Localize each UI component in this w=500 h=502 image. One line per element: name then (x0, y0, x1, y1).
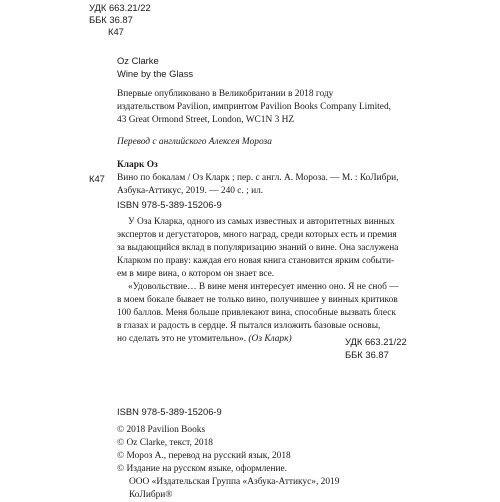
quote-line: в глазах и радость в сердце. Я пытался изложить базовые основы, (117, 321, 381, 331)
quote-line: 100 баллов. Меня больше привлекают вина, способные вызвать блеск (117, 308, 396, 318)
header-udc: УДК 663.21/22 (89, 2, 151, 13)
record-mark: К47 (89, 173, 105, 184)
classification-udc: УДК 663.21/22 (345, 336, 407, 347)
record-description-line-1: Вино по бокалам / Оз Кларк ; пер. с англ. А. Мороза. — М. : КоЛибри, (117, 173, 399, 183)
record-author-heading: Кларк Оз (117, 160, 158, 170)
original-title: Wine by the Glass (117, 68, 194, 79)
annotation-line: экспертов и дегустаторов, много наград, среди которых есть и премия (117, 230, 397, 240)
original-publication-address: 43 Great Ormond Street, London, WC1N 3 HZ (117, 115, 295, 125)
annotation-line: ем в мире вина, о котором он знает все. (117, 269, 275, 279)
quote-line: «Удовольствие… В вине меня интересует именно оно. Я не сноб — (128, 282, 399, 292)
classification-bbk: ББК 36.87 (345, 349, 389, 360)
record-description-line-2: Азбука-Аттикус, 2019. — 240 с. ; ил. (117, 186, 264, 196)
copyright-line: ООО «Издательская Группа «Азбука-Аттикус», 2019 (129, 477, 340, 487)
quote-line: в моем бокале бывает не только вино, получившее у винных критиков (117, 295, 398, 305)
copyright-line: © Издание на русском языке, оформление. (117, 464, 287, 474)
copyright-line: © Мороз А., перевод на русский язык, 2018 (117, 451, 291, 461)
annotation-line: за выдающийся вклад в популяризацию знаний о вине. Она заслужена (117, 243, 399, 253)
annotation-line: У Оза Кларка, одного из самых известных и авторитетных винных (128, 217, 395, 227)
original-publication-line-1: Впервые опубликовано в Великобритании в 2018 году (117, 89, 334, 99)
quote-last-line (117, 333, 292, 346)
original-author: Oz Clarke (117, 55, 159, 66)
record-isbn: ISBN 978-5-389-15206-9 (117, 199, 222, 210)
copyright-line: © 2018 Pavilion Books (117, 425, 206, 435)
header-author-mark: К47 (108, 26, 124, 37)
header-bbk: ББК 36.87 (89, 14, 133, 25)
annotation-line: Кларком по праву: каждая его новая книга становится ярким событи- (117, 256, 395, 266)
footer-isbn: ISBN 978-5-389-15206-9 (117, 406, 222, 417)
quote-line: но сделать это не утомительно». (117, 334, 247, 344)
quote-attribution: (Оз Кларк) (248, 334, 292, 344)
original-publication-line-2: издательством Pavilion, импринтом Pavilion Books Company Limited, (117, 102, 391, 112)
copyright-line: © Oz Clarke, текст, 2018 (117, 438, 213, 448)
copyright-line: КоЛибри® (129, 490, 173, 500)
translation-credit: Перевод с английского Алексея Мороза (117, 137, 272, 147)
